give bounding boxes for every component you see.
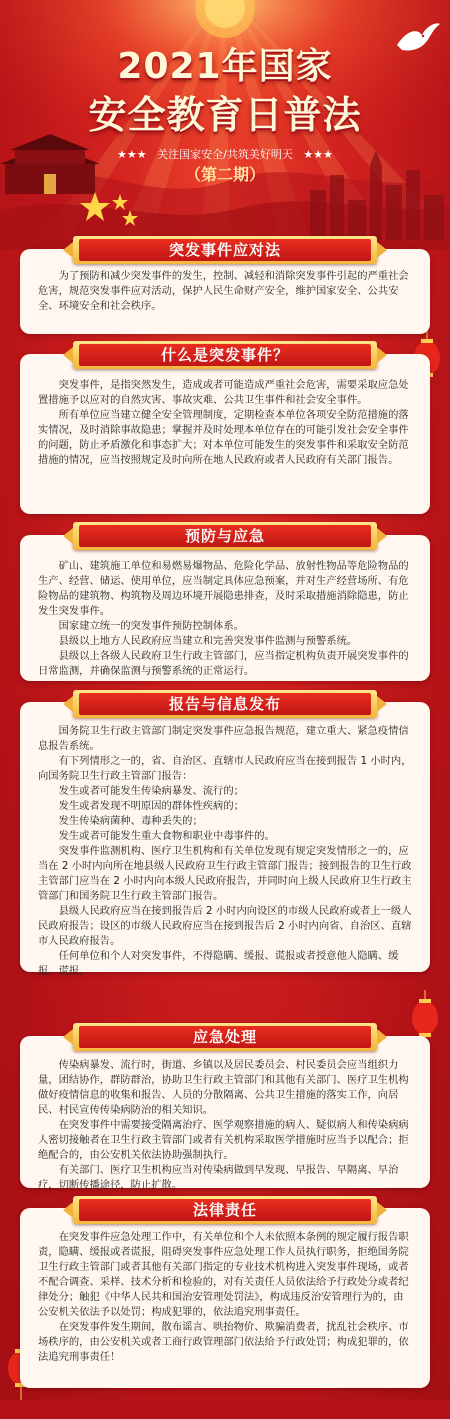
section-title: 法律责任 — [79, 1199, 371, 1221]
section-paragraph: 在突发事件中需要接受隔离治疗、医学观察措施的病人、疑似病人和传染病病人密切接触者在卫生行政主管部门或者有关机构采取医学措施时应当予以配合；拒绝配合的，由公安机关依法协助强制执行。 — [38, 1119, 409, 1161]
section-paragraph: 县级以上地方人民政府应当建立和完善突发事件监测与预警系统。 — [58, 635, 358, 647]
section-title: 报告与信息发布 — [79, 693, 371, 715]
section-paragraph: 国务院卫生行政主管部门制定突发事件应急报告规范，建立重大、紧急疫情信息报告系统。 — [38, 725, 409, 752]
section-paragraph: 传染病暴发、流行时，街道、乡镇以及居民委员会、村民委员会应当组织力量，团结协作，群防群治，协助卫生行政主管部门和其他有关部门、医疗卫生机构做好疫情信息的收集和报告、人员的分散隔离、公共卫生措施的落实工作，向居民、村民宣传传染病防治的相关知识。 — [38, 1059, 409, 1116]
section-ribbon — [73, 522, 377, 550]
section-paragraph: 有下列情形之一的，省、自治区、直辖市人民政府应当在接到报告 1 小时内，向国务院卫生行政主管部门报告： — [38, 755, 412, 782]
section-paragraph: 国家建立统一的突发事件预防控制体系。 — [58, 620, 244, 632]
section-ribbon — [73, 1196, 377, 1224]
section-paragraph: 有关部门、医疗卫生机构应当对传染病做到早发现、早报告、早隔离、早治疗，切断传播途径，防止扩散。 — [38, 1164, 399, 1191]
section-card-legal-liability — [20, 1208, 430, 1388]
bottom-band — [0, 1400, 450, 1419]
tagline-text: 关注国家安全/共筑美好明天 — [157, 148, 293, 161]
section-paragraph: 任何单位和个人对突发事件，不得隐瞒、缓报、谎报或者授意他人隐瞒、缓报、谎报。 — [38, 950, 399, 977]
section-title: 什么是突发事件？ — [79, 344, 371, 366]
section-card-emergency-handling — [20, 1036, 430, 1191]
section-title: 预防与应急 — [79, 525, 371, 547]
tagline-stars-left: ★★★ — [117, 148, 147, 161]
section-title: 应急处理 — [79, 1026, 371, 1048]
tagline-stars-right: ★★★ — [303, 148, 333, 161]
section-paragraph: 县级以上各级人民政府卫生行政主管部门，应当指定机构负责开展突发事件的日常监测，并确保监测与预警系统的正常运行。 — [38, 650, 409, 677]
title-line1: 2021年国家 — [117, 46, 333, 87]
section-ribbon — [73, 690, 377, 718]
section-card-reporting — [20, 702, 430, 977]
section-paragraph: 发生或者可能发生传染病暴发、流行的； — [58, 785, 244, 797]
section-title: 突发事件应对法 — [79, 239, 371, 261]
section-paragraph: 在突发事件应急处理工作中，有关单位和个人未依照本条例的规定履行报告职责，隐瞒、缓报或者谎报，阻碍突发事件应急处理工作人员执行职务，拒绝国务院卫生行政主管部门或者其他有关部门指定的专业技术机构进入突发事件现场，或者不配合调查、采样、技术分析和检验的，对有关责任人员依法给予行政处分或者纪律处分；触犯《中华人民共和国治安管理处罚法》，构成违反治安管理行为的，由公安机关依法予以处罚；构成犯罪的，依法追究刑事责任。 — [38, 1231, 409, 1318]
section-paragraph: 发生传染病菌种、毒种丢失的； — [58, 815, 203, 827]
title-line2: 安全教育日普法 — [88, 93, 362, 137]
section-card-prevention — [20, 535, 430, 681]
section-paragraph: 突发事件监测机构、医疗卫生机构和有关单位发现有规定突发情形之一的，应当在 2 小时内向所在地县级人民政府卫生行政主管部门报告；接到报告的卫生行政主管部门应当在 2 小时内向本级人民政府报告，并同时向上级人民政府卫生行政主管部门和国务院卫生行政主管部门报告。 — [38, 845, 412, 902]
section-ribbon — [73, 236, 377, 264]
tagline — [0, 146, 450, 162]
section-paragraph: 突发事件，是指突然发生，造成或者可能造成严重社会危害，需要采取应急处置措施予以应对的自然灾害、事故灾难、公共卫生事件和社会安全事件。 — [38, 379, 409, 406]
star-cluster-icon — [80, 190, 140, 230]
section-paragraph: 县级人民政府应当在接到报告后 2 小时内向设区的市级人民政府或者上一级人民政府报告；设区的市级人民政府应当在接到报告后 2 小时内向省、自治区、直辖市人民政府报告。 — [38, 905, 412, 947]
section-paragraph: 发生或者可能发生重大食物和职业中毒事件的。 — [58, 830, 275, 842]
issue-label: （第二期） — [184, 165, 265, 184]
section-ribbon — [73, 341, 377, 369]
section-paragraph: 矿山、建筑施工单位和易燃易爆物品、危险化学品、放射性物品等危险物品的生产、经营、储运、使用单位，应当制定具体应急预案，并对生产经营场所、有危险物品的建筑物、构筑物及周边环境开展隐患排查，及时采取措施消除隐患，防止发生突发事件。 — [38, 560, 409, 617]
section-card-what-is-emergency — [20, 354, 430, 514]
section-paragraph: 为了预防和减少突发事件的发生，控制、减轻和消除突发事件引起的严重社会危害，规范突发事件应对活动，保护人民生命财产安全，维护国家安全、公共安全、环境安全和社会秩序。 — [38, 270, 409, 312]
section-paragraph: 所有单位应当建立健全安全管理制度，定期检查本单位各项安全防范措施的落实情况，及时消除事故隐患；掌握并及时处理本单位存在的可能引发社会安全事件的问题，防止矛盾激化和事态扩大；对本单位可能发生的突发事件和采取安全防范措施的情况，应当按照规定及时向所在地人民政府或者人民政府有关部门报告。 — [38, 409, 409, 466]
section-paragraph: 在突发事件发生期间，散布谣言、哄抬物价、欺骗消费者，扰乱社会秩序、市场秩序的，由公安机关或者工商行政管理部门依法给予行政处罚；构成犯罪的，依法追究刑事责任！ — [38, 1321, 409, 1363]
section-ribbon — [73, 1023, 377, 1051]
section-paragraph: 发生或者发现不明原因的群体性疾病的； — [58, 800, 244, 812]
